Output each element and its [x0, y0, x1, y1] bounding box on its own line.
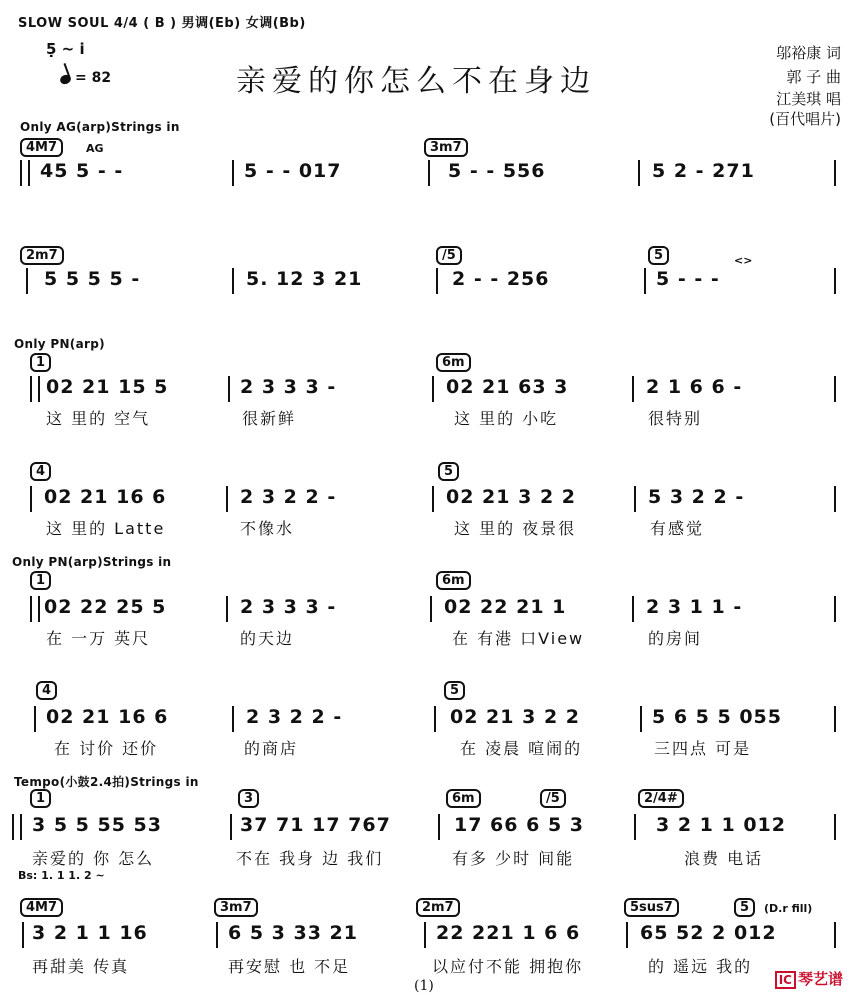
measure-notes: 02 21 16 6 — [44, 486, 167, 508]
measure-notes: 22 221 1 6 6 — [436, 922, 581, 944]
barline — [644, 268, 646, 294]
measure-notes: 02 21 16 6 — [46, 706, 169, 728]
lyric-line: 这 里的 Latte — [46, 519, 166, 538]
measure-notes: 5 - - - — [656, 268, 720, 290]
quarter-note-icon — [59, 73, 72, 85]
measure-notes: 65 52 2 012 — [640, 922, 777, 944]
barline — [232, 160, 234, 186]
chord-box: 5 — [734, 898, 755, 917]
measure-notes: 5 - - 556 — [448, 160, 546, 182]
barline — [30, 486, 32, 512]
composer-credit: 郭 子 曲 — [786, 68, 841, 86]
barline — [632, 376, 634, 402]
chord-box: 2m7 — [416, 898, 460, 917]
chord-box: 2/4# — [638, 789, 684, 808]
measure-notes: 6 5 3 33 21 — [228, 922, 359, 944]
lyric-line: 的 遥远 我的 — [648, 957, 753, 976]
barline — [226, 486, 228, 512]
barline — [22, 922, 24, 948]
section-note: Only PN(arp)Strings in — [12, 555, 172, 569]
barline — [638, 160, 640, 186]
barline — [834, 922, 836, 948]
lyric-line: 在 凌晨 喧闹的 — [460, 739, 583, 758]
barline — [634, 814, 636, 840]
tempo-value: = 82 — [75, 70, 112, 86]
lyric-line: 这 里的 空气 — [46, 409, 151, 428]
barline — [428, 160, 430, 186]
measure-notes: 02 22 25 5 — [44, 596, 167, 618]
barline — [34, 706, 36, 732]
measure-notes: 3 2 1 1 012 — [656, 814, 787, 836]
barline — [232, 268, 234, 294]
barline — [834, 596, 836, 622]
barline — [626, 922, 628, 948]
barline — [834, 268, 836, 294]
vocal-range: 5̣ ~ i — [46, 40, 85, 58]
measure-notes: 3 5 5 55 53 — [32, 814, 163, 836]
barline — [432, 486, 434, 512]
measure-notes: 02 21 15 5 — [46, 376, 169, 398]
instrument-tag: AG — [86, 142, 104, 155]
tempo-marking — [60, 70, 111, 86]
measure-notes: 37 71 17 767 — [240, 814, 391, 836]
barline — [228, 376, 230, 402]
lyric-line: 亲爱的 你 怎么 — [32, 849, 155, 868]
section-note: Tempo(小鼓2.4拍)Strings in — [14, 775, 199, 789]
lyric-line: 在 讨价 还价 — [54, 739, 159, 758]
measure-notes: 5. 12 3 21 — [246, 268, 363, 290]
lyric-line: 这 里的 夜景很 — [454, 519, 577, 538]
lyric-line: 浪费 电话 — [684, 849, 764, 868]
chord-box: /5 — [540, 789, 566, 808]
measure-notes: 02 22 21 1 — [444, 596, 567, 618]
chord-box: 6m — [446, 789, 481, 808]
lyric-line: 不在 我身 边 我们 — [236, 849, 384, 868]
chord-box: 4M7 — [20, 138, 63, 157]
barline — [424, 922, 426, 948]
lyric-line: 有感觉 — [650, 519, 705, 538]
chord-box: 6m — [436, 571, 471, 590]
lyric-line: 以应付不能 拥抱你 — [432, 957, 584, 976]
measure-notes: 02 21 63 3 — [446, 376, 569, 398]
barline — [432, 376, 434, 402]
measure-notes: 2 3 2 2 - — [246, 706, 343, 728]
measure-notes: 5 3 2 2 - — [648, 486, 745, 508]
barline — [834, 486, 836, 512]
barline — [434, 706, 436, 732]
chord-box: 5 — [648, 246, 669, 265]
lyricist-credit: 邬裕康 词 — [776, 44, 841, 62]
measure-notes: 02 21 3 2 2 — [450, 706, 581, 728]
measure-notes: 17 66 6 5 3 — [454, 814, 585, 836]
barline — [834, 814, 836, 840]
chord-box: 6m — [436, 353, 471, 372]
barline — [226, 596, 228, 622]
measure-notes: 2 3 2 2 - — [240, 486, 337, 508]
singer-credit: 江美琪 唱 — [776, 90, 841, 108]
measure-notes: 02 21 3 2 2 — [446, 486, 577, 508]
lyric-line: 的商店 — [244, 739, 299, 758]
measure-notes: 5 - - 017 — [244, 160, 342, 182]
barline — [438, 814, 440, 840]
chord-box: 1 — [30, 353, 51, 372]
lyric-line: 在 有港 口View — [452, 629, 585, 648]
barline — [216, 922, 218, 948]
chord-box: 1 — [30, 789, 51, 808]
barline — [230, 814, 232, 840]
measure-notes: 5 2 - 271 — [652, 160, 755, 182]
measure-notes: 45 5 - - — [40, 160, 124, 182]
repeat-barline — [12, 814, 22, 840]
chord-box: 4 — [36, 681, 57, 700]
measure-notes: 2 3 3 3 - — [240, 376, 337, 398]
chord-box: 5sus7 — [624, 898, 679, 917]
repeat-barline — [20, 160, 30, 186]
measure-notes: 2 3 1 1 - — [646, 596, 743, 618]
song-title: 亲爱的你怎么不在身边 — [236, 64, 596, 99]
logo-icon: IC — [775, 971, 796, 989]
measure-notes: 5 6 5 5 055 — [652, 706, 783, 728]
site-logo[interactable] — [775, 968, 843, 989]
chord-box: /5 — [436, 246, 462, 265]
chord-box: 3m7 — [214, 898, 258, 917]
lyric-line: 的天边 — [240, 629, 295, 648]
barline — [834, 160, 836, 186]
barline — [430, 596, 432, 622]
measure-notes: 2 1 6 6 - — [646, 376, 743, 398]
barline — [640, 706, 642, 732]
section-note: Only PN(arp) — [14, 337, 105, 351]
drum-fill-note: (D.r fill) — [764, 902, 813, 915]
section-note: Only AG(arp)Strings in — [20, 120, 180, 134]
measure-notes: 3 2 1 1 16 — [32, 922, 148, 944]
repeat-barline — [30, 596, 40, 622]
record-label: (百代唱片) — [769, 110, 841, 128]
chord-box: 4 — [30, 462, 51, 481]
dynamics-mark: <> — [734, 254, 753, 267]
lyric-line: 很新鲜 — [242, 409, 297, 428]
lyric-line: 的房间 — [648, 629, 703, 648]
chord-box: 2m7 — [20, 246, 64, 265]
barline — [834, 706, 836, 732]
bass-line: Bs: 1. 1 1. 2 ~ — [18, 869, 105, 882]
chord-box: 4M7 — [20, 898, 63, 917]
chord-box: 3 — [238, 789, 259, 808]
barline — [834, 376, 836, 402]
lyric-line: 三四点 可是 — [654, 739, 752, 758]
song-meta: SLOW SOUL 4/4 ( B ) 男调(Eb) 女调(Bb) — [18, 16, 306, 31]
measure-notes: 2 - - 256 — [452, 268, 550, 290]
barline — [232, 706, 234, 732]
lyric-line: 在 一万 英尺 — [46, 629, 151, 648]
lyric-line: 很特别 — [648, 409, 703, 428]
lyric-line: 再甜美 传真 — [32, 957, 130, 976]
measure-notes: 5 5 5 5 - — [44, 268, 141, 290]
barline — [632, 596, 634, 622]
lyric-line: 有多 少时 间能 — [452, 849, 575, 868]
lyric-line: 再安慰 也 不足 — [228, 957, 351, 976]
barline — [634, 486, 636, 512]
barline — [436, 268, 438, 294]
lyric-line: 这 里的 小吃 — [454, 409, 559, 428]
repeat-barline — [30, 376, 40, 402]
chord-box: 3m7 — [424, 138, 468, 157]
logo-text: 琴艺谱 — [797, 970, 843, 988]
page-number: (1) — [414, 978, 434, 994]
barline — [26, 268, 28, 294]
chord-box: 5 — [444, 681, 465, 700]
chord-box: 1 — [30, 571, 51, 590]
measure-notes: 2 3 3 3 - — [240, 596, 337, 618]
lyric-line: 不像水 — [240, 519, 295, 538]
chord-box: 5 — [438, 462, 459, 481]
